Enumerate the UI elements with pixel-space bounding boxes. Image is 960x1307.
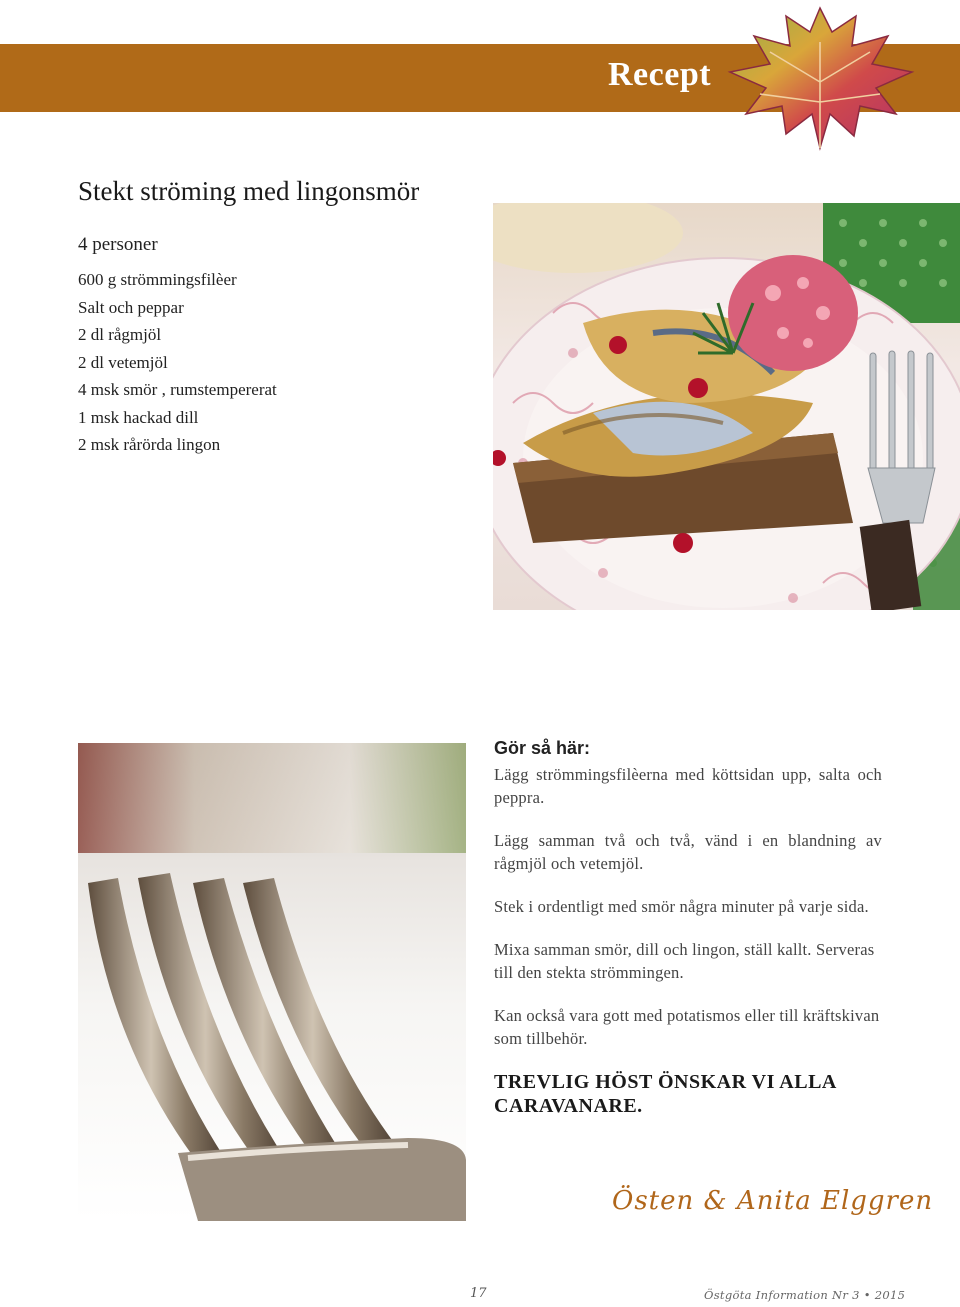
instruction-step: Stek i ordentligt med smör några minuter på varje sida.: [494, 897, 869, 916]
ingredient-item: Salt och peppar: [78, 297, 184, 317]
ingredient-item: 1 msk hackad dill: [78, 407, 199, 427]
servings: 4 personer: [78, 234, 158, 255]
page-number: 17: [470, 1286, 487, 1301]
section-title: Recept: [608, 56, 712, 93]
instruction-step: Kan också vara gott med potatismos eller till kräftskivan som tillbehör.: [494, 1006, 880, 1048]
instruction-step: Mixa samman smör, dill och lingon, ställ kallt. Serveras till den stekta strömmingen.: [494, 940, 875, 982]
instructions-section: [494, 738, 882, 1118]
herring-dish-photo: [493, 203, 960, 610]
ingredient-item: 4 msk smör , rumstempererat: [78, 380, 277, 399]
ingredient-list: [78, 266, 277, 459]
autumn-leaf-icon: [720, 2, 920, 152]
ingredient-item: 2 msk rårörda lingon: [78, 435, 221, 454]
instruction-step: Lägg samman två och två, vänd i en blandning av rågmjöl och vetemjöl.: [494, 831, 882, 873]
publication-footer: Östgöta Information Nr 3 • 2015: [704, 1288, 906, 1302]
fork-photo: [78, 743, 466, 1221]
ingredient-item: 2 dl vetemjöl: [78, 352, 168, 372]
ingredient-item: 2 dl rågmjöl: [78, 325, 162, 344]
author-signature: Östen & Anita Elggren: [612, 1186, 934, 1216]
instruction-step: Lägg strömmingsfilèerna med köttsidan upp, salta och peppra.: [494, 765, 882, 807]
instructions-heading: Gör så här:: [494, 738, 591, 758]
closing-greeting: TREVLIG HÖST ÖNSKAR VI ALLA CARAVANARE.: [494, 1071, 836, 1117]
recipe-title: Stekt ströming med lingonsmör: [78, 176, 420, 206]
ingredient-item: 600 g strömmingsfilèer: [78, 270, 237, 289]
